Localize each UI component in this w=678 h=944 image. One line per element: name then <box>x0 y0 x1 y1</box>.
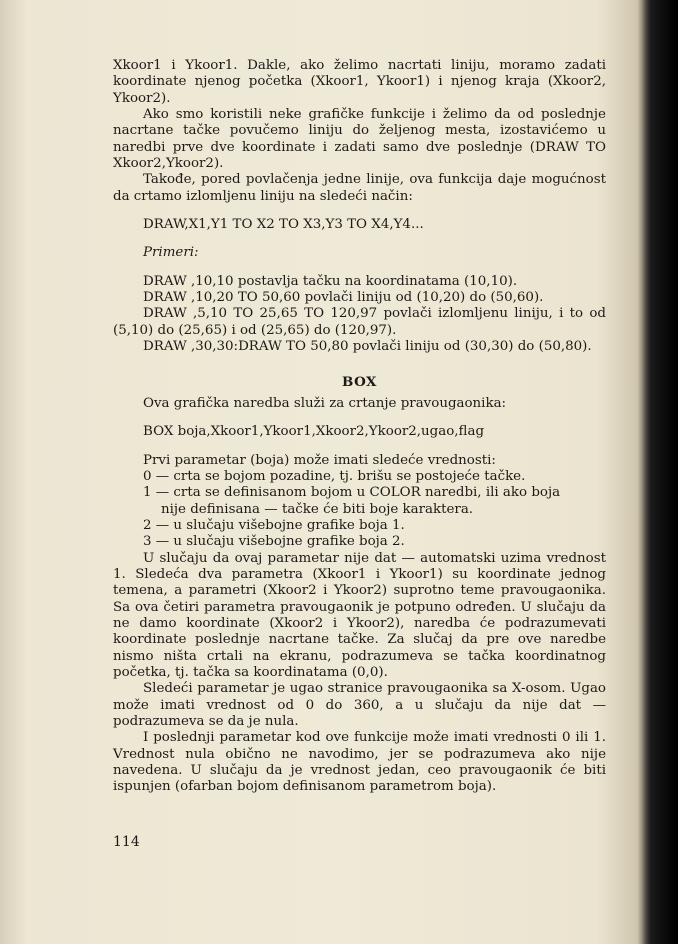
value-3: 3 — u slučaju višebojne grafike boja 2. <box>143 534 405 550</box>
value-0: 0 — crta se bojom pozadine, tj. brišu se postojeće tačke. <box>143 468 526 484</box>
box-syntax: BOX boja,Xkoor1,Ykoor1,Xkoor2,Ykoor2,ugao,flag <box>143 424 485 440</box>
draw-syntax: DRAW,X1,Y1 TO X2 TO X3,Y3 TO X4,Y4... <box>143 217 424 233</box>
page-number: 114 <box>113 834 140 850</box>
section-heading-box: BOX <box>342 373 377 390</box>
examples-label: Primeri: <box>143 245 199 261</box>
example-3: DRAW ,5,10 TO 25,65 TO 120,97 povlači izlomljenu liniju, i to od (5,10) do (25,65) i od (25,65) do (120,97). <box>113 306 606 338</box>
value-2: 2 — u slučaju višebojne grafike boja 1. <box>143 517 405 533</box>
page-text <box>113 58 606 796</box>
paragraph-7: Sledeći parametar je ugao stranice pravougaonika sa X-osom. Ugao može imati vrednost od 0 do 360, a u slučaju da nije dat — podrazumeva se da je nula. <box>113 681 606 730</box>
paragraph-3: Takođe, pored povlačenja jedne linije, ova funkcija daje mogućnost da crtamo izlomljenu liniju na sledeći način: <box>113 172 606 204</box>
paragraph-4: Ova grafička naredba služi za crtanje pravougaonika: <box>143 395 507 411</box>
paragraph-6: U slučaju da ovaj parametar nije dat — automatski uzima vrednost 1. Sledeća dva parametra (Xkoor1 i Ykoor1) su koordinate jednog temena, a parametri (Xkoor2 i Ykoor2) suprotno teme pravougaonika. Sa ova četiri parametra pravougaonik je potpuno određen. U slučaju da ne damo koordinate (Xkoor2 i Ykoor2), naredba će podrazumevati koordinate poslednje nacrtane tačke. Za slučaj da pre ove naredbe nismo ništa crtali na ekranu, podrazumeva se tačka koordinatnog početka, tj. tačka sa koordinatama (0,0). <box>113 550 606 680</box>
value-1: 1 — crta se definisanom bojom u COLOR naredbi, ili ako boja <box>143 485 561 501</box>
value-1-cont: nije definisana — tačke će biti boje karaktera. <box>161 501 474 517</box>
paragraph-8: I poslednji parametar kod ove funkcije može imati vrednosti 0 ili 1. Vrednost nula obično ne navodimo, jer se podrazumeva ako nije navedena. U slučaju da je vrednost jedan, ceo pravougaonik će biti ispunjen (ofarban bojom definisanom parametrom boja). <box>113 730 606 795</box>
paragraph-5: Prvi parametar (boja) može imati sledeće vrednosti: <box>143 452 496 468</box>
paragraph-1: Xkoor1 i Ykoor1. Dakle, ako želimo nacrtati liniju, moramo zadati koordinate njenog početka (Xkoor1, Ykoor1) i njenog kraja (Xkoor2, Ykoor2). <box>113 58 606 106</box>
example-4: DRAW ,30,30:DRAW TO 50,80 povlači liniju od (30,30) do (50,80). <box>143 339 592 355</box>
binding-shadow <box>642 0 678 944</box>
example-1: DRAW ,10,10 postavlja tačku na koordinatama (10,10). <box>143 273 518 289</box>
paragraph-2: Ako smo koristili neke grafičke funkcije i želimo da od poslednje nacrtane tačke povučemo liniju do željenog mesta, izostavićemo u naredbi prve dve koordinate i zadati samo dve poslednje (DRAW TO Xkoor2,Ykoor2). <box>113 107 606 172</box>
example-2: DRAW ,10,20 TO 50,60 povlači liniju od (10,20) do (50,60). <box>143 290 544 306</box>
